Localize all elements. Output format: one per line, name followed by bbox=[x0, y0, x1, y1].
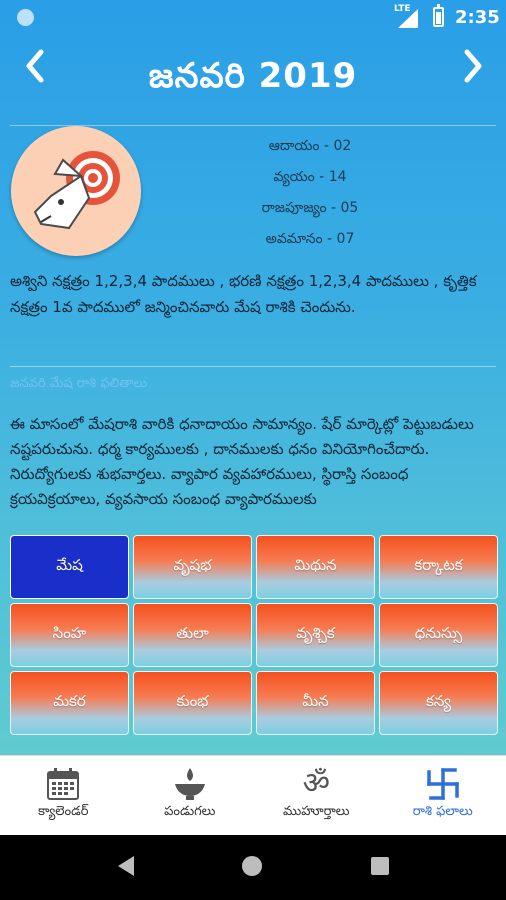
bottom-navigation bbox=[0, 755, 506, 836]
rashi-button-kanya[interactable]: కన్య bbox=[379, 671, 498, 735]
status-time: 2:35 bbox=[455, 7, 500, 28]
section-title: జనవరి మేష రాశి ఫలితాలు bbox=[10, 376, 148, 391]
chevron-left-icon bbox=[23, 48, 47, 84]
home-icon[interactable] bbox=[242, 856, 262, 876]
rashi-button-meena[interactable]: మీన bbox=[256, 671, 375, 735]
signal-icon bbox=[398, 9, 418, 28]
rashi-description: అశ్విని నక్షత్రం 1,2,3,4 పాదములు , భరణి నక్షత్రం 1,2,3,4 పాదములు , కృత్తిక నక్షత్రం 1వ పాదములో జన్మించినవారు మేష రాశికి చెందును. bbox=[10, 272, 477, 316]
section-divider bbox=[10, 366, 496, 367]
back-icon[interactable] bbox=[118, 856, 134, 876]
tab-festivals-label: పండుగలు bbox=[164, 804, 216, 819]
rashi-button-vrushabha[interactable]: వృషభ bbox=[133, 535, 252, 599]
next-month-button[interactable] bbox=[458, 48, 488, 88]
rashi-button-mithuna[interactable]: మిథున bbox=[256, 535, 375, 599]
vyayam-value: వ్యయం - 14 bbox=[273, 169, 347, 185]
rashi-button-simha[interactable]: సింహ bbox=[10, 603, 129, 667]
tab-calendar[interactable] bbox=[0, 756, 127, 836]
rashi-button-mesha[interactable]: మేష bbox=[10, 535, 129, 599]
rashi-button-tula[interactable]: తులా bbox=[133, 603, 252, 667]
rashi-button-kumbha[interactable]: కుంభ bbox=[133, 671, 252, 735]
avamanam-value: అవమానం - 07 bbox=[265, 231, 355, 247]
rashi-button-vrushchika[interactable]: వృశ్చిక bbox=[256, 603, 375, 667]
swastika-icon bbox=[425, 766, 461, 802]
chevron-right-icon bbox=[461, 48, 485, 84]
rajapujyam-value: రాజపూజ్యం - 05 bbox=[261, 200, 359, 216]
rashi-button-dhanussu[interactable]: ధనుస్సు bbox=[379, 603, 498, 667]
prev-month-button[interactable] bbox=[20, 48, 50, 88]
notification-dot-icon bbox=[17, 9, 34, 26]
adayam-value: ఆదాయం - 02 bbox=[268, 138, 352, 154]
rashi-image bbox=[11, 126, 141, 256]
ram-head-icon bbox=[11, 126, 141, 256]
lamp-icon bbox=[172, 766, 208, 802]
rashi-button-makara[interactable]: మకర bbox=[10, 671, 129, 735]
om-icon: ॐ bbox=[302, 766, 330, 801]
tab-calendar-label: క్యాలెండర్ bbox=[38, 804, 89, 819]
system-navigation-bar bbox=[0, 835, 506, 900]
prediction-paragraph: ఈ మాసంలో మేషరాశి వారికి ధనాదాయం సామాన్యం. షేర్ మార్కెట్లో పెట్టుబడులు నష్టపరుచును. ధర్మ కార్యములకు , దానములకు ధనం వినియోగించేదారు. నిరుద్యోగులకు శుభవార్తలు. వ్యాపార వ్యవహారములు, స్థిరాస్తి సంబంధ క్రయవిక్రయాలు, వ్యవసాయ సంబంధ వ్యాపారములకు bbox=[10, 415, 474, 508]
battery-icon bbox=[433, 7, 444, 27]
calendar-icon bbox=[45, 766, 81, 802]
rashi-grid bbox=[10, 535, 498, 745]
tab-muhurtham[interactable] bbox=[253, 756, 380, 836]
tab-rashi-phalalu[interactable] bbox=[380, 756, 506, 836]
network-label: LTE bbox=[394, 4, 411, 14]
tab-festivals[interactable] bbox=[127, 756, 254, 836]
rashi-button-karkataka[interactable]: కర్కాటక bbox=[379, 535, 498, 599]
tab-muhurtham-label: ముహూర్తాలు bbox=[282, 804, 350, 819]
tab-rashi-phalalu-label: రాశి ఫలాలు bbox=[412, 804, 473, 819]
status-bar bbox=[0, 0, 506, 36]
recent-apps-icon[interactable] bbox=[371, 857, 389, 875]
month-title: జనవరి 2019 bbox=[148, 56, 358, 96]
